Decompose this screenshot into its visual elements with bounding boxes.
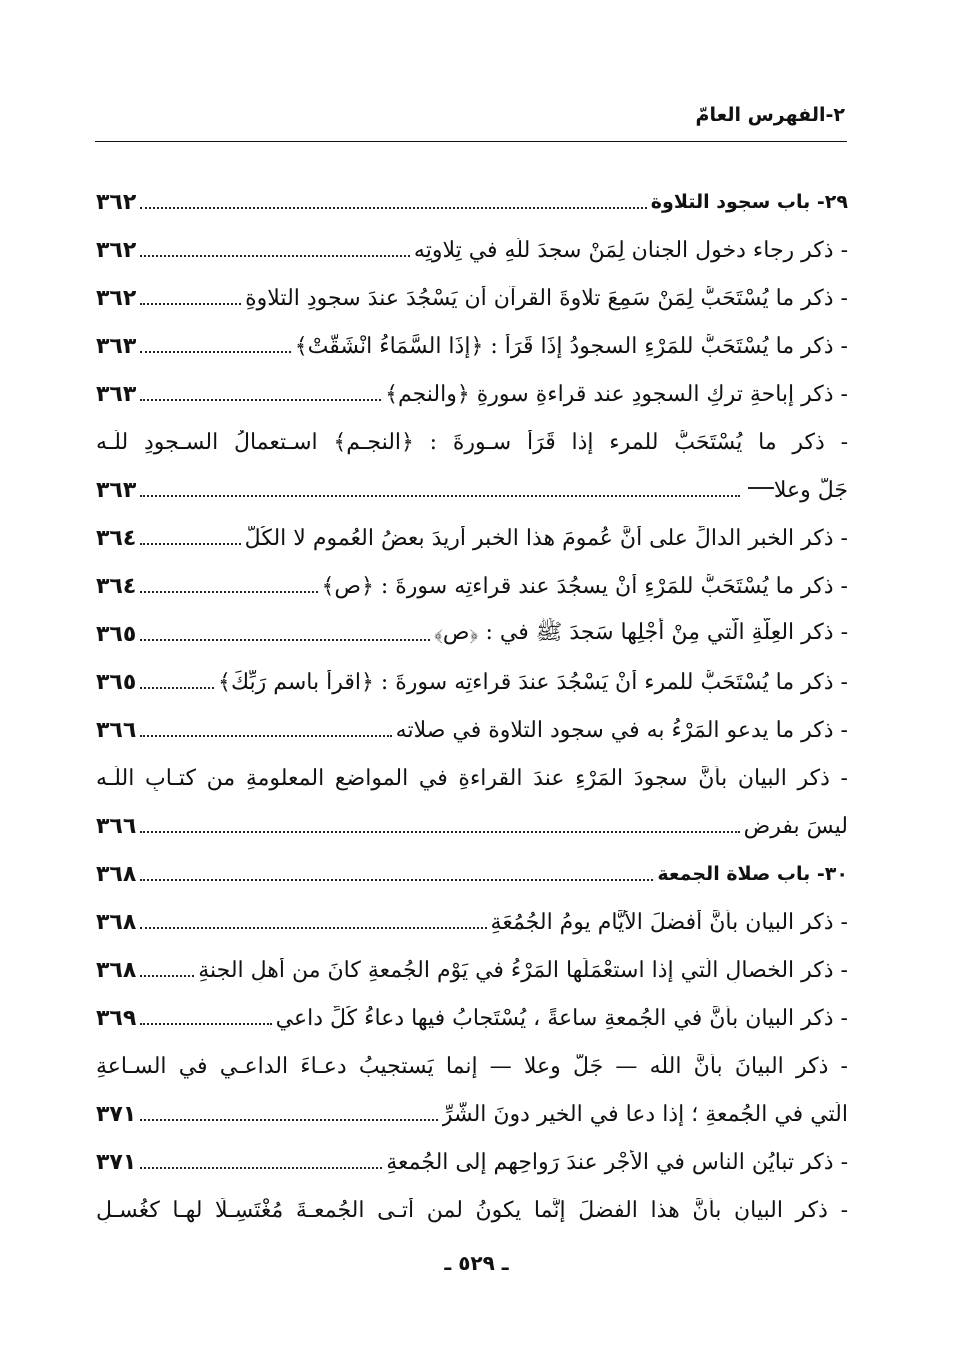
- leader-dots: [140, 639, 430, 641]
- entry-title: - ذكر البيان بأنَّ أفضلَ الأيَّامِ يومُ الجُمُعَةِ: [490, 909, 848, 935]
- entry-title: ليسَ بفرضٍ: [743, 813, 848, 839]
- leader-dots: [140, 591, 317, 593]
- leader-dots: [140, 207, 647, 209]
- leader-dots: [140, 735, 391, 737]
- leader-dots: [140, 1119, 438, 1121]
- entry-title: - ذكر البيانِ بأنَّ هذا الفضلَ إنَّما يكونُ لمن أتـى الجُمعـةَ مُغْتَسِـلًا لهـا كغُسـلِ: [96, 1197, 848, 1223]
- index-entry: [96, 514, 848, 562]
- running-header: ٢-الفهرس العامّ: [695, 104, 845, 126]
- entry-title: - ذكر الخبرِ الدالِّ على أنَّ عُمومَ هذا الخبرِ أُريدَ بعضُ العُمومِ لا الكُلُّ: [244, 525, 848, 551]
- entry-page-number: ٣٦٣: [96, 381, 137, 407]
- leader-dots: [140, 879, 653, 881]
- entry-title: - ذكر البيان بأنَّ في الجُمعةِ ساعةً ، يُسْتَجابُ فيها دعاءُ كُلِّ داعي: [275, 1005, 848, 1031]
- entry-title: - ذكر البيانَ بأنَّ اللّه — جَلَّ وعلا — إنما يَستجيبُ دعـاءَ الداعـي في السـاعةِ: [96, 1053, 848, 1079]
- index-entry: [96, 754, 848, 802]
- entry-page-number: ٣٦٩: [96, 1005, 137, 1031]
- entry-title: - ذكر ما يُسْتَحَبُّ لِمَنْ سَمِعَ تلاوةَ القرآن أن يَسْجُدَ عندَ سجودِ التلاوةِ: [245, 285, 848, 311]
- entry-page-number: ٣٦٢: [96, 285, 137, 311]
- entry-title: - ذكر البيان بأنَّ سجودَ المَرْءِ عندَ القراءةِ في المواضعِ المعلومةِ من كتـابِ اللّـه: [96, 765, 848, 791]
- index-entry: [96, 1090, 848, 1138]
- entry-page-number: ٣٧١: [96, 1101, 137, 1127]
- leader-dots: [140, 351, 290, 353]
- index-entry: [96, 562, 848, 610]
- index-entry: [96, 802, 848, 850]
- entry-title: ٣٠- باب صلاة الجمعة: [657, 863, 848, 885]
- leader-dots: [140, 543, 240, 545]
- entry-page-number: ٣٦٣: [96, 477, 137, 503]
- entry-page-number: ٣٧١: [96, 1149, 137, 1175]
- entry-title: - ذكر ما يُسْتَحَبُّ للمَرْءِ أنْ يسجُدَ عند قراءتِه سورةَ : ﴿ص﴾: [321, 573, 848, 599]
- entry-page-number: ٣٦٦: [96, 813, 137, 839]
- entry-page-number: ٣٦٤: [96, 525, 137, 551]
- index-entry: [96, 1186, 848, 1234]
- index-entry: [96, 994, 848, 1042]
- index-entry: [96, 658, 848, 706]
- leader-dots: [140, 927, 486, 929]
- leader-dots: [140, 255, 410, 257]
- entry-page-number: ٣٦٥: [96, 621, 137, 647]
- entry-page-number: ٣٦٢: [96, 189, 137, 215]
- entry-title: الَّتي في الجُمعةِ ؛ إذا دعا في الخيرِ دونَ الشَّرِّ: [441, 1101, 848, 1127]
- chapter-entry: [96, 178, 848, 226]
- entry-title: جَلَّ وعلا: [773, 477, 848, 503]
- entry-page-number: ٣٦٨: [96, 957, 137, 983]
- index-entry: [96, 322, 848, 370]
- entry-page-number: ٣٦٦: [96, 717, 137, 743]
- leader-dots: [140, 399, 381, 401]
- index-entry: [96, 706, 848, 754]
- index-entry: [96, 418, 848, 466]
- page-number: ـ ٥٢٩ ـ: [444, 1251, 509, 1275]
- index-entry: [96, 226, 848, 274]
- entry-title: - ذكر الخصالِ الَّتي إذا استعْمَلَها المَرْءُ في يَوْمِ الجُمعةِ كانَ من أهلِ الجنةِ: [198, 957, 848, 983]
- chapter-entry: [96, 850, 848, 898]
- entry-title: - ذكر تبايُنِ الناسِ في الأَجْرِ عندَ رَواحِهِم إلى الجُمعةِ: [386, 1149, 848, 1175]
- entry-title: - ذكر العِلَّةِ الَّتي مِنْ أجْلِها سَجدَ ﷺ في : ﴿ص﴾: [433, 620, 848, 645]
- entry-title: - ذكر ما يدعو المَرْءُ به في سجود التلاوة في صلاته: [395, 717, 848, 743]
- leader-dots: [140, 1023, 271, 1025]
- leader-dots: [140, 831, 739, 833]
- index-entry: [96, 610, 848, 658]
- entry-title: ٢٩- باب سجود التلاوة: [650, 191, 848, 213]
- entry-title: - ذكر ما يُسْتَحَبُّ للمرء أنْ يَسْجُدَ عندَ قراءتِه سورةَ : ﴿اقرأْ باسمِ رَبِّكَ﴾: [218, 669, 848, 695]
- index-entry: [96, 274, 848, 322]
- index-entry: [96, 466, 848, 514]
- entry-page-number: ٣٦٤: [96, 573, 137, 599]
- entry-page-number: ٣٦٨: [96, 909, 137, 935]
- entry-page-number: ٣٦٣: [96, 333, 137, 359]
- entry-page-number: ٣٦٢: [96, 237, 137, 263]
- entry-page-number: ٣٦٨: [96, 861, 137, 887]
- header-rule: [95, 141, 847, 142]
- leader-dots: [140, 1167, 382, 1169]
- entry-page-number: ٣٦٥: [96, 669, 137, 695]
- entry-title: - ذكر ما يُسْتَحَبُّ للمرء إذا قَرَأَ سـورةَ : ﴿النجـم﴾ اسـتعمالُ السـجودِ للّـه: [96, 429, 848, 455]
- entry-title: - ذكر رجاء دخول الجنان لِمَنْ سجدَ للّهِ في تِلاوتِه: [413, 237, 848, 263]
- index-entry: [96, 1042, 848, 1090]
- leader-dots: [140, 303, 241, 305]
- index-entry: [96, 1138, 848, 1186]
- index-entry: [96, 898, 848, 946]
- entry-title: - ذكر ما يُسْتَحَبُّ للمَرْءِ السجودُ إذَا قَرَأَ : ﴿إِذَا السَّمَاءُ انْشَقَّتْ﴾: [294, 333, 848, 359]
- leader-dots: [140, 687, 214, 689]
- leader-dots: [140, 975, 194, 977]
- index-entry: [96, 370, 848, 418]
- entry-title: - ذكر إباحةِ تركِ السجودِ عند قراءةِ سورةِ ﴿والنجم﴾: [385, 381, 848, 407]
- index-entry: [96, 946, 848, 994]
- leader-dots: [140, 495, 740, 497]
- continuation-dash: [748, 487, 774, 489]
